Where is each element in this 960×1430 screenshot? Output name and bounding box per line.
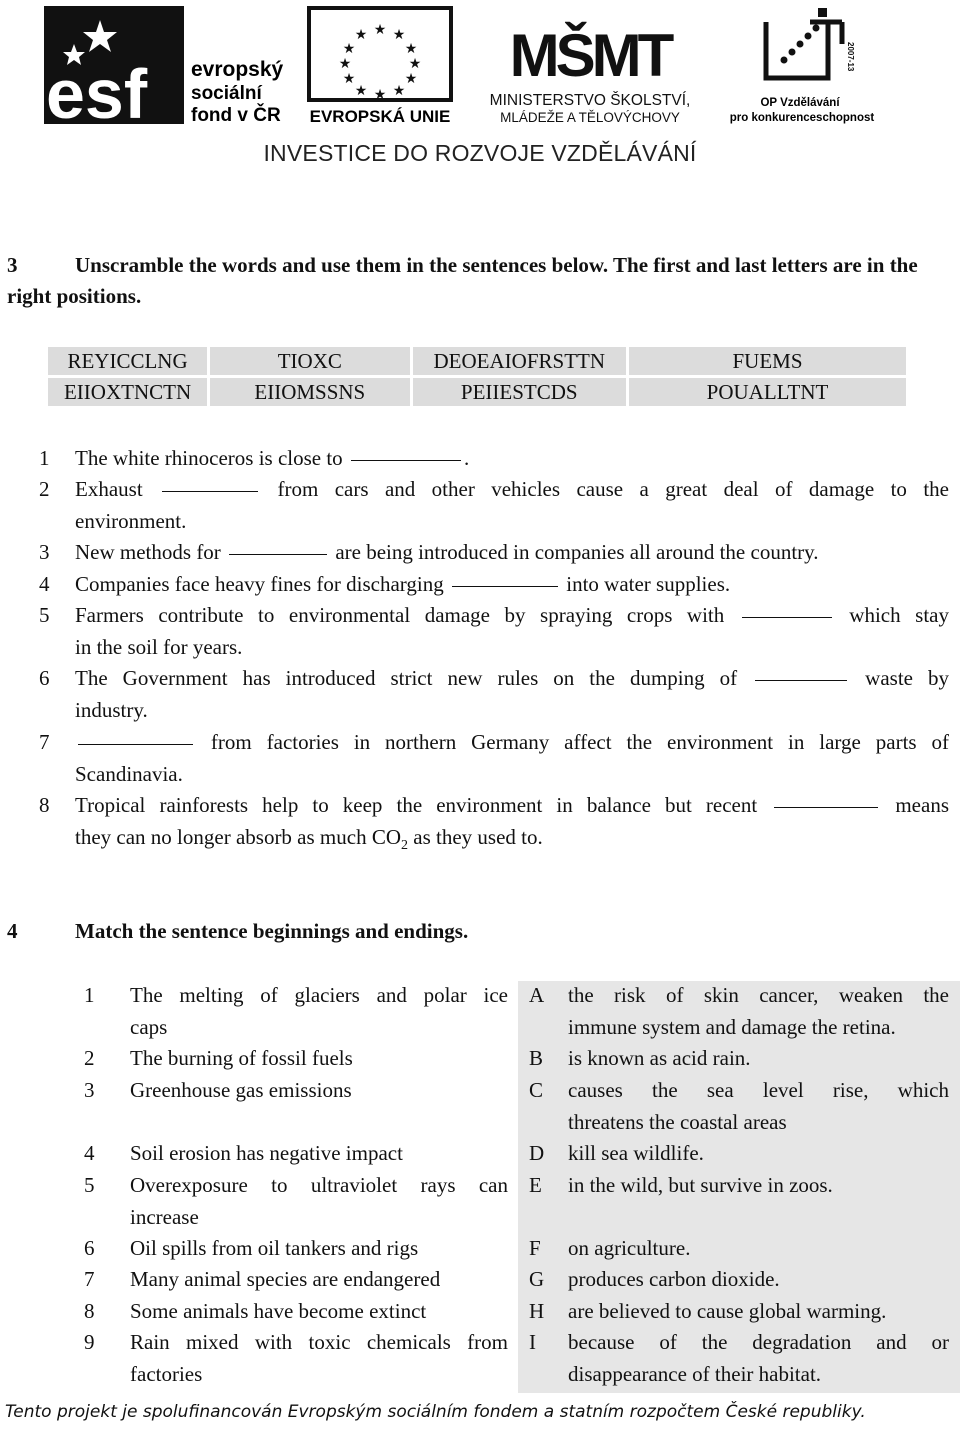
beginning-text: The melting of glaciers and polar ice xyxy=(130,983,508,1007)
sentence-text: industry. xyxy=(75,697,148,722)
beginning-text: Greenhouse gas emissions xyxy=(130,1078,352,1102)
ending-text: in the wild, but survive in zoos. xyxy=(568,1173,833,1197)
sentence-text: Scandinavia. xyxy=(75,761,183,786)
sentence-number: 4 xyxy=(39,572,50,596)
answer-blank[interactable] xyxy=(452,585,558,587)
beginning-number: 8 xyxy=(84,1299,95,1323)
sentence-line xyxy=(75,474,949,506)
ending-text: disappearance of their habitat. xyxy=(568,1361,822,1386)
sentence-number: 8 xyxy=(39,793,50,817)
sentence-text: means xyxy=(881,793,949,817)
svg-text:MŠMT: MŠMT xyxy=(509,22,671,89)
scrambled-words-table xyxy=(45,344,909,409)
op-emblem-icon xyxy=(766,22,842,78)
sentence-text: are being introduced in companies all around the country. xyxy=(330,540,819,564)
sentence-number: 2 xyxy=(39,477,50,501)
sentence-text: Companies face heavy fines for discharging xyxy=(75,572,449,596)
beginning-text: The burning of fossil fuels xyxy=(130,1046,353,1070)
sentence-number: 6 xyxy=(39,666,50,690)
sentence-text: The Government has introduced strict new rules on the dumping of xyxy=(75,666,753,690)
beginning-number: 7 xyxy=(84,1267,95,1291)
beginning-text: increase xyxy=(130,1204,199,1229)
sentence-text: from factories in northern Germany affect the environment in large parts of xyxy=(196,730,949,754)
sentence-line xyxy=(75,663,949,695)
sentence-item xyxy=(39,474,949,537)
ending-letter: I xyxy=(529,1330,536,1354)
scrambled-word: POUALLTNT xyxy=(629,378,906,406)
footer-note: Tento projekt je spolufinancován Evropským sociálním fondem a statním rozpočtem České republiky. xyxy=(5,1402,866,1422)
sentence-text: as they used to. xyxy=(408,824,543,849)
beginning-text: Oil spills from oil tankers and rigs xyxy=(130,1236,419,1260)
answer-blank[interactable] xyxy=(755,679,847,681)
svg-text:★: ★ xyxy=(354,84,368,99)
exercise-4-number: 4 xyxy=(7,919,18,943)
ending-text: causes the sea level rise, which xyxy=(568,1078,949,1102)
ending-text: are believed to cause global warming. xyxy=(568,1299,887,1323)
sentence-line xyxy=(75,727,949,759)
sentence-item xyxy=(39,569,949,601)
scrambled-word: TIOXC xyxy=(210,347,409,375)
sentence-line xyxy=(75,759,949,791)
sentence-item xyxy=(39,537,949,569)
beginning-text: caps xyxy=(130,1014,168,1039)
svg-text:pro konkurenceschopnost: pro konkurenceschopnost xyxy=(729,112,875,124)
eu-logo xyxy=(307,6,453,124)
sentence-text: from cars and other vehicles cause a great deal of damage to the xyxy=(261,477,949,501)
sentence-line xyxy=(75,569,949,601)
ending-text: is known as acid rain. xyxy=(568,1046,751,1070)
sentence-number: 5 xyxy=(39,603,50,627)
scrambled-word: DEOEAIOFRSTTN xyxy=(413,347,627,375)
sentence-item xyxy=(39,600,949,663)
sentence-text: Tropical rainforests help to keep the environment in balance but recent xyxy=(75,793,772,817)
sentence-line xyxy=(75,632,949,664)
sentence-line xyxy=(75,537,949,569)
sentence-text: Exhaust xyxy=(75,477,160,501)
sentence-text: Farmers contribute to environmental damage by spraying crops with xyxy=(75,603,739,627)
scrambled-word: REYICCLNG xyxy=(48,347,207,375)
sentence-line xyxy=(75,443,949,475)
sentence-item xyxy=(39,727,949,790)
exercise-3-heading xyxy=(7,250,952,312)
sentence-number: 1 xyxy=(39,446,50,470)
op-logo xyxy=(722,4,892,128)
svg-text:fond v ČR: fond v ČR xyxy=(191,105,281,124)
answer-blank[interactable] xyxy=(351,459,461,461)
answer-blank[interactable] xyxy=(78,743,193,745)
ending-text: produces carbon dioxide. xyxy=(568,1267,780,1291)
exercise-3-number: 3 xyxy=(7,253,18,277)
sentence-text: . xyxy=(463,446,470,470)
svg-text:★: ★ xyxy=(404,42,418,57)
svg-text:★: ★ xyxy=(408,57,422,72)
scrambled-word: EIIOXTNCTN xyxy=(48,378,207,406)
ending-letter: E xyxy=(529,1173,542,1197)
svg-text:esf: esf xyxy=(46,55,148,124)
beginning-number: 5 xyxy=(84,1173,95,1197)
svg-text:★: ★ xyxy=(342,72,356,87)
subscript: 2 xyxy=(401,837,409,853)
beginning-text: Many animal species are endangered xyxy=(130,1267,441,1291)
svg-text:EVROPSKÁ UNIE: EVROPSKÁ UNIE xyxy=(309,107,451,124)
ending-letter: C xyxy=(529,1078,544,1102)
svg-text:★: ★ xyxy=(373,88,387,103)
project-tagline: INVESTICE DO ROZVOJE VZDĚLÁVÁNÍ xyxy=(263,140,697,166)
beginning-text: Soil erosion has negative impact xyxy=(130,1141,403,1165)
sentence-line xyxy=(75,822,949,862)
beginning-number: 4 xyxy=(84,1141,95,1165)
beginning-text: Overexposure to ultraviolet rays can xyxy=(130,1173,508,1197)
svg-text:★: ★ xyxy=(392,28,406,43)
esf-logo xyxy=(44,6,304,124)
sentence-text: environment. xyxy=(75,508,187,533)
ending-letter: F xyxy=(529,1236,541,1260)
sentence-line xyxy=(75,506,949,538)
scrambled-word: PEIIESTCDS xyxy=(413,378,627,406)
answer-blank[interactable] xyxy=(229,553,327,555)
sentence-text: which stay xyxy=(834,603,949,627)
ending-text: threatens the coastal areas xyxy=(568,1109,787,1134)
sentence-text: waste by xyxy=(850,666,949,690)
svg-text:OP Vzdělávání: OP Vzdělávání xyxy=(760,97,840,109)
ending-letter: B xyxy=(529,1046,544,1070)
ending-text: because of the degradation and or xyxy=(568,1330,949,1354)
answer-blank[interactable] xyxy=(162,490,258,492)
ending-letter: H xyxy=(529,1299,545,1323)
svg-text:MINISTERSTVO ŠKOLSTVÍ,: MINISTERSTVO ŠKOLSTVÍ, xyxy=(489,92,691,109)
answer-blank[interactable] xyxy=(742,616,832,618)
sentence-line xyxy=(75,790,949,822)
exercise-4-heading xyxy=(7,916,907,947)
svg-text:★: ★ xyxy=(404,72,418,87)
sentence-line xyxy=(75,695,949,727)
sentence-text: into water supplies. xyxy=(561,572,731,596)
exercise-3-instruction: Unscramble the words and use them in the sentences below. The first and last letters are in the right positions. xyxy=(7,253,918,308)
ending-text: kill sea wildlife. xyxy=(568,1141,704,1165)
exercise-4-instruction: Match the sentence beginnings and endings. xyxy=(75,919,469,943)
beginning-number: 1 xyxy=(84,983,95,1007)
svg-text:★: ★ xyxy=(342,42,356,57)
msmt-logo xyxy=(462,4,718,128)
svg-text:★: ★ xyxy=(354,28,368,43)
svg-text:★: ★ xyxy=(338,57,352,72)
svg-text:2007-13: 2007-13 xyxy=(846,42,855,72)
beginning-number: 9 xyxy=(84,1330,95,1354)
sentence-number: 3 xyxy=(39,540,50,564)
scrambled-word: FUEMS xyxy=(629,347,906,375)
sentence-line xyxy=(75,600,949,632)
ending-text: on agriculture. xyxy=(568,1236,691,1260)
ending-letter: G xyxy=(529,1267,545,1291)
beginning-number: 6 xyxy=(84,1236,95,1260)
svg-text:★: ★ xyxy=(373,23,387,38)
ending-letter: A xyxy=(529,983,545,1007)
svg-text:MLÁDEŽE A TĚLOVÝCHOVY: MLÁDEŽE A TĚLOVÝCHOVY xyxy=(500,110,680,125)
ending-letter: D xyxy=(529,1141,545,1165)
beginning-number: 3 xyxy=(84,1078,95,1102)
word-row xyxy=(48,378,906,406)
sentence-item xyxy=(39,790,949,861)
svg-text:evropský: evropský xyxy=(191,58,284,81)
sentence-text: they can no longer absorb as much CO xyxy=(75,824,402,849)
word-row xyxy=(48,347,906,375)
scrambled-word: EIIOMSSNS xyxy=(210,378,409,406)
ending-text: immune system and damage the retina. xyxy=(568,1014,896,1039)
sentence-text: in the soil for years. xyxy=(75,634,243,659)
answer-blank[interactable] xyxy=(774,806,878,808)
svg-text:sociální: sociální xyxy=(191,83,262,104)
ending-text: the risk of skin cancer, weaken the xyxy=(568,983,949,1007)
sentence-item xyxy=(39,663,949,726)
beginning-text: Some animals have become extinct xyxy=(130,1299,427,1323)
beginning-number: 2 xyxy=(84,1046,95,1070)
sentence-item xyxy=(39,443,949,475)
beginning-text: factories xyxy=(130,1361,203,1386)
sentence-text: New methods for xyxy=(75,540,227,564)
svg-text:★: ★ xyxy=(392,84,406,99)
sentence-text: The white rhinoceros is close to xyxy=(75,446,348,470)
beginning-text: Rain mixed with toxic chemicals from xyxy=(130,1330,508,1354)
sentence-number: 7 xyxy=(39,730,50,754)
